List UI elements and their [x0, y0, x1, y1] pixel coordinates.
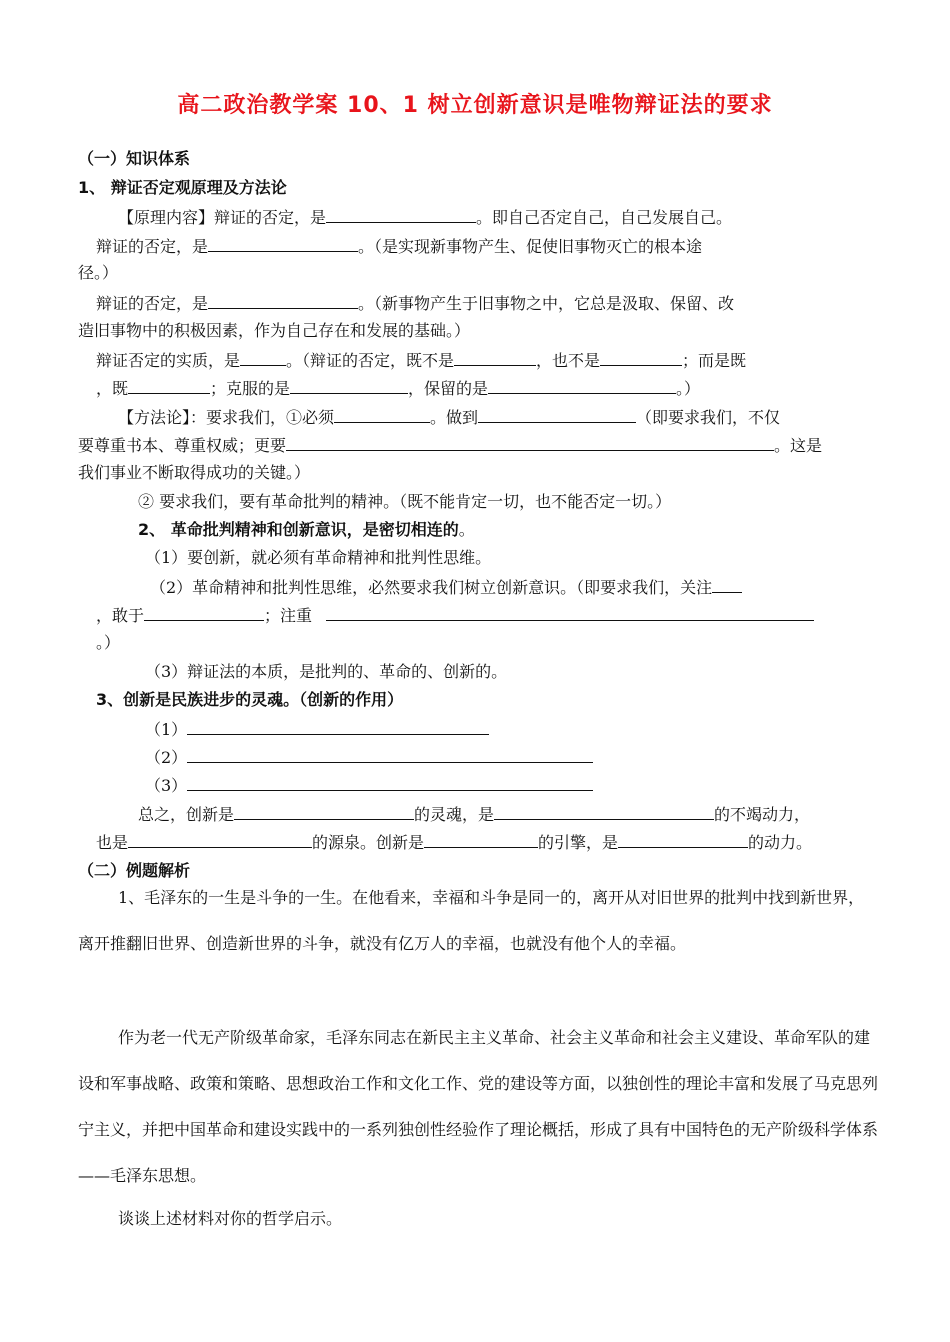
fill-blank[interactable] — [240, 349, 286, 366]
fill-blank[interactable] — [290, 377, 408, 394]
item2-point2-cont — [96, 604, 814, 627]
fill-blank[interactable] — [128, 377, 210, 394]
item3-heading: 3、创新是民族进步的灵魂。（创新的作用） — [96, 690, 404, 709]
principle-label: 【原理内容】辩证的否定，是 — [118, 208, 327, 227]
principle-tail: 。即自己否定自己，自己发展自己。 — [476, 208, 733, 227]
fill-blank[interactable] — [128, 831, 312, 848]
fill-blank[interactable] — [144, 604, 264, 621]
text: 。（是实现新事物产生、促使旧事物灭亡的根本途 — [358, 237, 703, 256]
text: 。（新事物产生于旧事物之中，它总是汲取、保留、改 — [358, 294, 735, 313]
text: 的引擎，是 — [538, 833, 619, 852]
fill-blank[interactable] — [478, 406, 636, 423]
fill-blank[interactable] — [326, 206, 476, 223]
text: 总之，创新是 — [138, 805, 235, 824]
text: 。 — [458, 520, 475, 539]
text: ，既 — [96, 379, 129, 398]
text: 要尊重书本、尊重权威；更要 — [78, 436, 287, 455]
text: （2）革命精神和批判性思维，必然要求我们树立创新意识。（即要求我们，关注 — [150, 578, 713, 597]
section-heading-examples: （二）例题解析 — [78, 861, 191, 880]
text: ；克服的是 — [210, 379, 291, 398]
example-paragraph-2: 作为老一代无产阶级革命家，毛泽东同志在新民主主义革命、社会主义革命和社会主义建设、革命军队的建设和军事战略、政策和策略、思想政治工作和文化工作、党的建设等方面，以独创性的理论丰富和发展了马克思列宁主义，并把中国革命和建设实践中的一系列独创性经验作了理论概括，形成了具有中国特色的无产阶级科学体系——毛泽东思想。 — [78, 1028, 879, 1185]
methodology-line — [118, 406, 780, 429]
methodology-line-2 — [78, 434, 822, 457]
text: （2） — [145, 748, 188, 767]
text: 辩证的否定，是 — [96, 237, 209, 256]
item3-summary-1 — [138, 803, 810, 826]
fill-blank[interactable] — [600, 349, 682, 366]
fill-blank[interactable] — [234, 803, 414, 820]
text: ；而是既 — [682, 351, 747, 370]
item2-point2-end: 。） — [96, 633, 121, 652]
text: 。） — [676, 379, 701, 398]
fill-blank[interactable] — [187, 718, 489, 735]
text: 【方法论】：要求我们，①必须 — [118, 408, 335, 427]
item2-point3: （3）辩证法的本质，是批判的、革命的、创新的。 — [145, 662, 508, 681]
text: （即要求我们，不仅 — [636, 408, 781, 427]
item3-n3 — [145, 774, 593, 797]
text: 辩证否定的实质，是 — [96, 351, 241, 370]
text: 的灵魂，是 — [414, 805, 495, 824]
text: ，保留的是 — [408, 379, 489, 398]
methodology-line-4: ② 要求我们，要有革命批判的精神。（既不能肯定一切，也不能否定一切。） — [138, 492, 672, 511]
text: 的源泉。创新是 — [312, 833, 425, 852]
text: ；注重 — [264, 606, 313, 625]
text: （3） — [145, 776, 188, 795]
essence-line-cont — [96, 377, 700, 400]
item1-heading: 1、 辩证否定观原理及方法论 — [78, 178, 287, 197]
fill-blank[interactable] — [488, 377, 676, 394]
text: 的动力。 — [748, 833, 813, 852]
text: 。做到 — [430, 408, 479, 427]
item3-n1 — [145, 718, 489, 741]
principle-line — [118, 206, 732, 229]
item2-point2 — [150, 576, 742, 599]
text: 的不竭动力， — [714, 805, 811, 824]
negation-line-3-cont: 造旧事物中的积极因素，作为自己存在和发展的基础。） — [78, 321, 471, 340]
fill-blank[interactable] — [618, 831, 748, 848]
fill-blank[interactable] — [494, 803, 714, 820]
item2-point1: （1）要创新，就必须有革命精神和批判性思维。 — [145, 548, 492, 567]
text: ，敢于 — [96, 606, 145, 625]
methodology-line-3: 我们事业不断取得成功的关键。） — [78, 463, 311, 482]
text: （1） — [145, 720, 188, 739]
text: 辩证的否定，是 — [96, 294, 209, 313]
essence-line — [96, 349, 746, 372]
fill-blank[interactable] — [334, 406, 430, 423]
fill-blank[interactable] — [208, 235, 358, 252]
example-paragraph-1: 1、毛泽东的一生是斗争的一生。在他看来，幸福和斗争是同一的，离开从对旧世界的批判中找到新世界，离开推翻旧世界、创造新世界的斗争，就没有亿万人的幸福，也就没有他个人的幸福。 — [78, 888, 865, 953]
section-heading-knowledge: （一）知识体系 — [78, 149, 191, 168]
text: 。（辩证的否定，既不是 — [286, 351, 455, 370]
text: 。这是 — [774, 436, 823, 455]
fill-blank[interactable] — [286, 434, 774, 451]
fill-blank[interactable] — [326, 604, 814, 621]
fill-blank[interactable] — [208, 292, 358, 309]
example-question: 谈谈上述材料对你的哲学启示。 — [118, 1209, 343, 1228]
negation-line-3 — [96, 292, 734, 315]
fill-blank[interactable] — [712, 576, 742, 593]
fill-blank[interactable] — [454, 349, 536, 366]
text: 2、 革命批判精神和创新意识，是密切相连的 — [138, 520, 459, 539]
negation-line-2-cont: 径。） — [78, 263, 119, 282]
item3-n2 — [145, 746, 593, 769]
item3-summary-2 — [96, 831, 812, 854]
text: ，也不是 — [536, 351, 601, 370]
item2-heading — [138, 519, 475, 541]
text: 也是 — [96, 833, 129, 852]
fill-blank[interactable] — [424, 831, 538, 848]
page-title: 高二政治教学案 10、1 树立创新意识是唯物辩证法的要求 — [177, 93, 773, 118]
fill-blank[interactable] — [187, 746, 593, 763]
negation-line-2 — [96, 235, 702, 258]
fill-blank[interactable] — [187, 774, 593, 791]
